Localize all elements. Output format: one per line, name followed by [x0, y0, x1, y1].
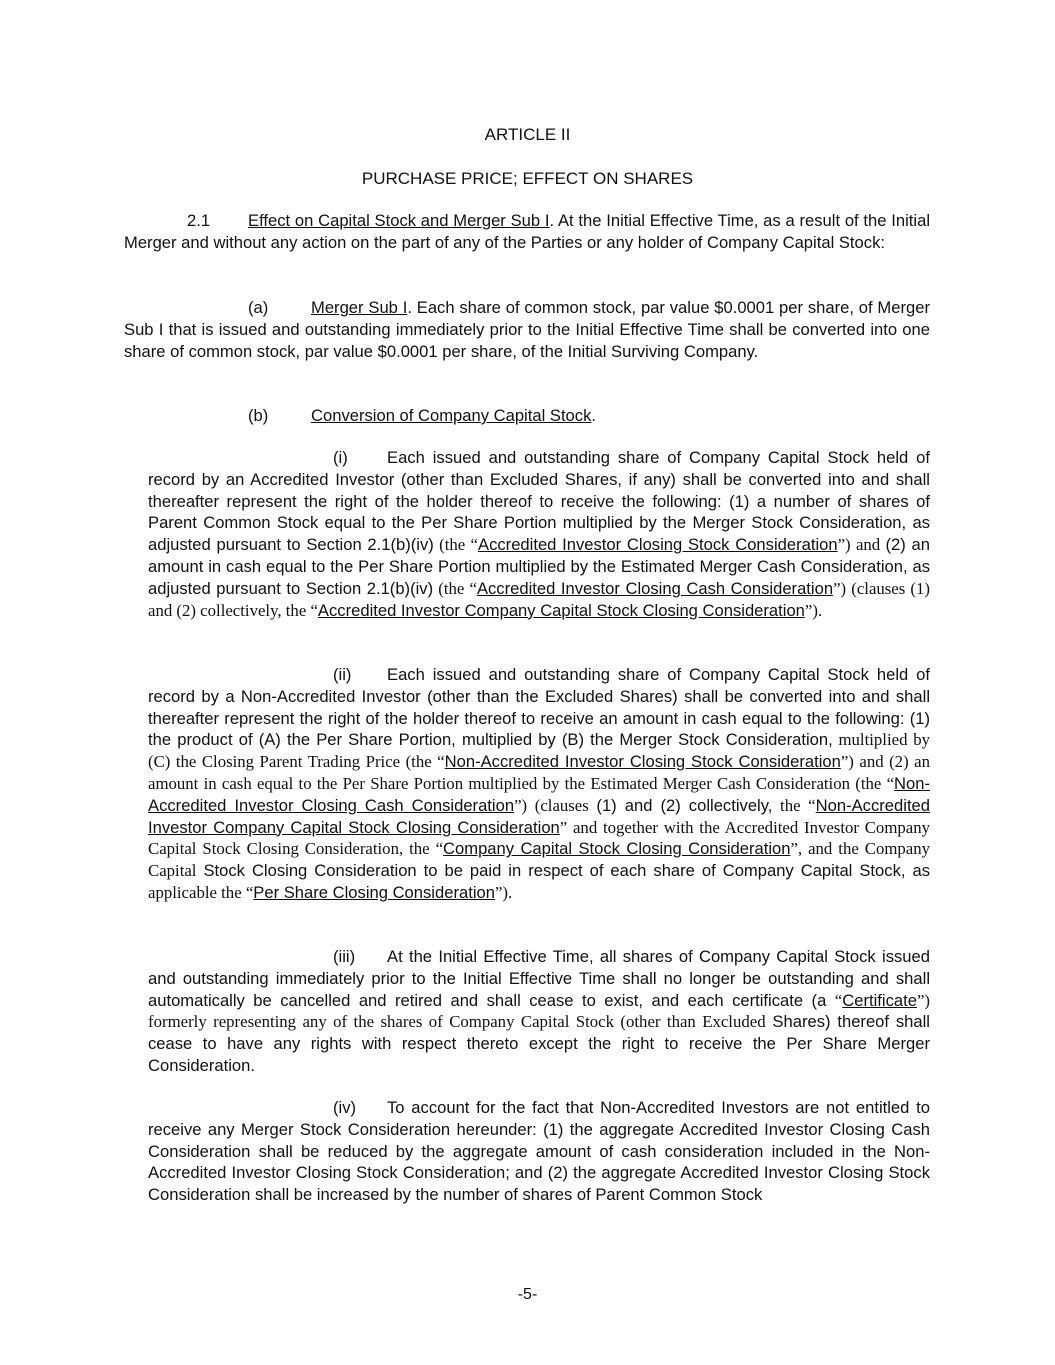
defined-term: Accredited Investor Company Capital Stock Closing Consideration: [317, 600, 805, 620]
clause-text: Shares) thereof shall cease to have any rights with respect thereto except the right to receive the Per Share Merger Consideration.: [148, 1012, 930, 1075]
defined-term: Non-Accredited Investor Closing Stock Consideration: [444, 752, 841, 772]
clause-text: ”) (clauses: [514, 795, 597, 815]
clause-text: (2) an amount in cash equal to the Per Share Portion multiplied by the Estimated Merger Cash Consideration, as adjusted pursuant to Section 2.1(b)(iv): [148, 535, 930, 598]
subsection-label: (b): [248, 406, 269, 425]
subsection-text: . Each share of common stock, par value $0.0001 per share, of Merger Sub I that is issued and outstanding immediately prior to the Initial Effective Time shall be converted into one share of common stock, par value $0.0001 per share, of the Initial Surviving Company.: [124, 298, 930, 361]
subsection-heading: Merger Sub I: [311, 298, 408, 317]
clause-text: ”, and the Company Capital: [148, 839, 931, 881]
subsection-text: .: [591, 406, 597, 425]
clause-label: (iii): [333, 947, 356, 966]
clause-text: ”) formerly representing any of the shares of Company Capital Stock (other than Excluded: [148, 990, 930, 1032]
clause-text: (1) and (2) collectively,: [596, 795, 773, 815]
clause-iv: [148, 1097, 930, 1206]
defined-term: Non-Accredited Investor Company Capital Stock Closing Consideration: [148, 795, 931, 837]
subsection-a: [124, 297, 930, 362]
clause-text: To account for the fact that Non-Accredited Investors are not entitled to receive any Merger Stock Consideration hereunder: (1) the aggregate Accredited Investor Closing Cash Consideration shall be reduced by the aggregate amount of cash consideration included in the Non-Accredited Investor Closing Stock Consideration; and (2) the aggregate Accredited Investor Closing Stock Consideration shall be increased by the number of shares of Parent Common Stock: [148, 1098, 930, 1205]
defined-term: Per Share Closing Consideration: [253, 882, 495, 902]
clause-text: ”).: [494, 882, 513, 902]
clause-label: (ii): [333, 665, 352, 684]
defined-term: Accredited Investor Closing Stock Consideration: [478, 535, 838, 555]
clause-text: “: [834, 990, 843, 1010]
clause-text: At the Initial Effective Time, all shares of Company Capital Stock issued and outstanding immediately prior to the Initial Effective Time shall no longer be outstanding and shall automatically be cancelled and retired and shall cease to exist, and each certificate (a: [148, 947, 930, 1010]
clause-text: (the “: [433, 578, 477, 598]
page-number: -5-: [517, 1286, 538, 1303]
clause-text: multiplied by (C) the Closing Parent Trading Price (the “: [148, 730, 930, 772]
defined-term: Non-Accredited Investor Closing Cash Consideration: [148, 773, 930, 815]
clause-label: (i): [333, 448, 348, 467]
clause-text: the “: [772, 795, 816, 815]
clause-ii: [148, 664, 930, 904]
section-text: . At the Initial Effective Time, as a result of the Initial Merger and without any action on the part of any of the Parties or any holder of Company Capital Stock:: [124, 211, 930, 252]
defined-term: Company Capital Stock Closing Consideration: [443, 839, 791, 859]
section-number: 2.1: [187, 211, 211, 230]
defined-term: Accredited Investor Closing Cash Consideration: [476, 578, 834, 598]
clause-text: Stock Closing Consideration to be paid in respect of each share of Company Capital Stock, as: [196, 861, 930, 881]
subsection-label: (a): [248, 298, 269, 317]
clause-text: (the “: [433, 535, 479, 555]
section-heading: Effect on Capital Stock and Merger Sub I: [248, 211, 550, 230]
clause-text: Each issued and outstanding share of Company Capital Stock held of record by a Non-Accredited Investor (other than the Excluded Shares) shall be converted into and shall thereafter represent the right of the holder thereof to receive an amount in cash equal to the following: (1) the product of (A) the Per Share Portion, multiplied by (B) the Merger Stock Consideration,: [148, 665, 930, 750]
clause-text: applicable the “: [148, 882, 254, 902]
subsection-heading: Conversion of Company Capital Stock: [311, 406, 592, 425]
clause-text: ”) (clauses (1) and (2) collectively, the “: [148, 578, 930, 620]
clause-text: ”) and (2) an amount in cash equal to the Per Share Portion multiplied by the Estimated Merger Cash Consideration (the “: [148, 752, 930, 793]
clause-text: ”).: [804, 600, 823, 620]
clause-iii: [148, 946, 930, 1077]
subsection-b: [124, 405, 930, 427]
clause-label: (iv): [333, 1098, 357, 1117]
clause-i: [148, 447, 930, 621]
article-subtitle: PURCHASE PRICE; EFFECT ON SHARES: [361, 169, 694, 188]
clause-text: ” and together with the Accredited Investor Company Capital Stock Closing Consideration, the “: [148, 817, 930, 859]
clause-text: Each issued and outstanding share of Company Capital Stock held of record by an Accredited Investor (other than Excluded Shares, if any) shall be converted into and shall thereafter represent the right of the holder thereof to receive the following: (1) a number of shares of Parent Common Stock equal to the Per Share Portion multiplied by the Merger Stock Consideration, as adjusted pursuant to Section 2.1(b)(iv): [148, 448, 930, 555]
clause-text: ”) and: [837, 535, 886, 555]
section-2-1: [124, 210, 930, 254]
defined-term: Certificate: [842, 990, 917, 1010]
article-title: ARTICLE II: [484, 125, 571, 144]
